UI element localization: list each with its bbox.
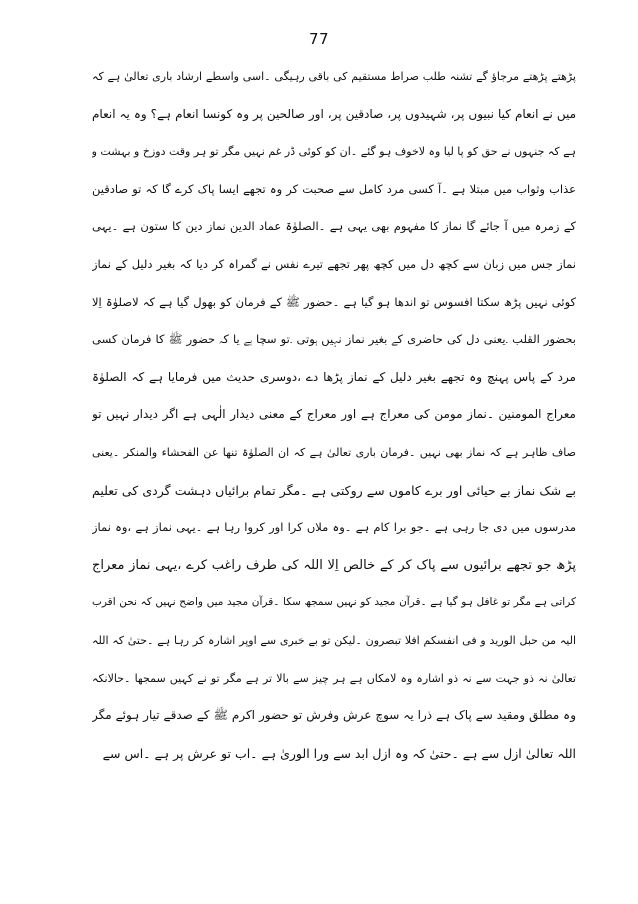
text-line: تعالیٰ نہ ذو جہت سے نہ ذو اشارہ وہ لامکاں ہے ہر چیز سے بالا تر ہے مگر تو نے کہیں سمجھا ۔حالانکہ: [92, 671, 576, 685]
text-line: کوئی نہیں پڑھ سکتا افسوس تو اندھا ہو گیا ہے ۔حضور ﷺ کے فرمان کو بھول گیا ہے کہ لاصلوٰۃ اِلا: [92, 294, 576, 309]
text-line: مدرسوں میں دی جا رہی ہے ۔جو برا کام ہے ۔وہ ملاں کرا اور کروا رہا ہے ۔یہی نماز ہے ،وہ نماز: [92, 520, 576, 535]
text-line: پڑھ جو تجھے برائیوں سے پاک کر کے خالص اِلا اللہ کی طرف راغب کرے ،یہی نماز معراج: [92, 557, 576, 573]
page-body-text: [92, 58, 576, 772]
page-number: 77: [308, 30, 330, 48]
text-line: معراج المومنین ۔نماز مومن کی معراج ہے اور معراج کے معنی دیدار الٰہی ہے اگر دیدار نہیں تو: [92, 407, 576, 422]
text-line: میں نے انعام کیا نبیوں پر، شہیدوں پر، صادقین پر، اور صالحین پر وہ کونسا انعام ہے؟ وہ یہ انعام: [92, 106, 576, 121]
text-line: ہے کہ جنہوں نے حق کو پا لیا وہ لاخوف ہو گئے ۔ان کو کوئی ڈر غم نہیں مگر تو ہر وقت دوزخ و بہشت و: [92, 145, 576, 159]
text-line: عذاب وثواب میں مبتلا ہے ۔آ کسی مرد کامل سے صحبت کر وہ تجھے ایسا پاک کرے گا کہ تو صادقین: [92, 181, 576, 196]
text-line: نماز جس میں زبان سے کچھ دل میں کچھ پھر تجھے تیرے نفس نے گمراہ کر دیا کہ بغیر دلیل کے نماز: [92, 256, 576, 271]
text-line: بے شک نماز بے حیائی اور برے کاموں سے روکتی ہے ۔مگر تمام برائیاں دہشت گردی کی تعلیم: [92, 482, 576, 498]
text-line: پڑھتے پڑھتے مرجاؤ گے تشنہ طلب صراط مستقیم کی باقی رہیگی ۔اسی واسطے ارشاد باری تعالیٰ ہے کہ: [92, 70, 576, 83]
text-line: صاف ظاہر ہے کہ نماز بھی نہیں ۔فرمان باری تعالیٰ ہے کہ ان الصلوٰۃ تنھا عن الفحشاء والمنکر ۔یعنی: [92, 445, 576, 459]
text-line: کے زمرہ میں آ جائے گا نماز کا مفہوم بھی یہی ہے ۔الصلوٰۃ عماد الدین نماز دین کا ستون ہے ۔یہی: [92, 219, 576, 234]
text-line: اللہ تعالیٰ ازل سے ہے ۔حتیٰ کہ وہ ازل ابد سے ورا الوریٰ ہے ۔اب تو عرش پر ہے ۔اس سے: [102, 745, 576, 761]
text-line: مرد کے پاس پہنچ وہ تجھے بغیر دلیل کے نماز پڑھا دے ،دوسری حدیث میں فرمایا ہے کہ الصلوٰۃ: [92, 369, 576, 384]
text-line: الیہ من حبل الورید و فی انفسکم افلا تبصرون ۔لیکن تو بے خبری سے اوپر اشارہ کر رہا ہے ۔حتیٰ کہ اللہ: [92, 633, 576, 647]
text-line: بحضور القلب ۔یعنی دل کی حاضری کے بغیر نماز نہیں ہوتی ۔تو سچا ہے یا کہ حضور ﷺ کا فرمان کسی: [92, 332, 576, 347]
text-line: کراتی ہے مگر تو غافل ہو گیا ہے ۔قرآن مجید کو نہیں سمجھ سکا ۔قرآن مجید میں واضح نہیں کہ نحن اقرب: [92, 596, 576, 609]
text-line: وہ مطلق ومقید سے پاک ہے ذرا یہ سوچ عرش وفرش تو حضور اکرم ﷺ کے صدقے تیار ہوئے مگر: [92, 708, 576, 723]
